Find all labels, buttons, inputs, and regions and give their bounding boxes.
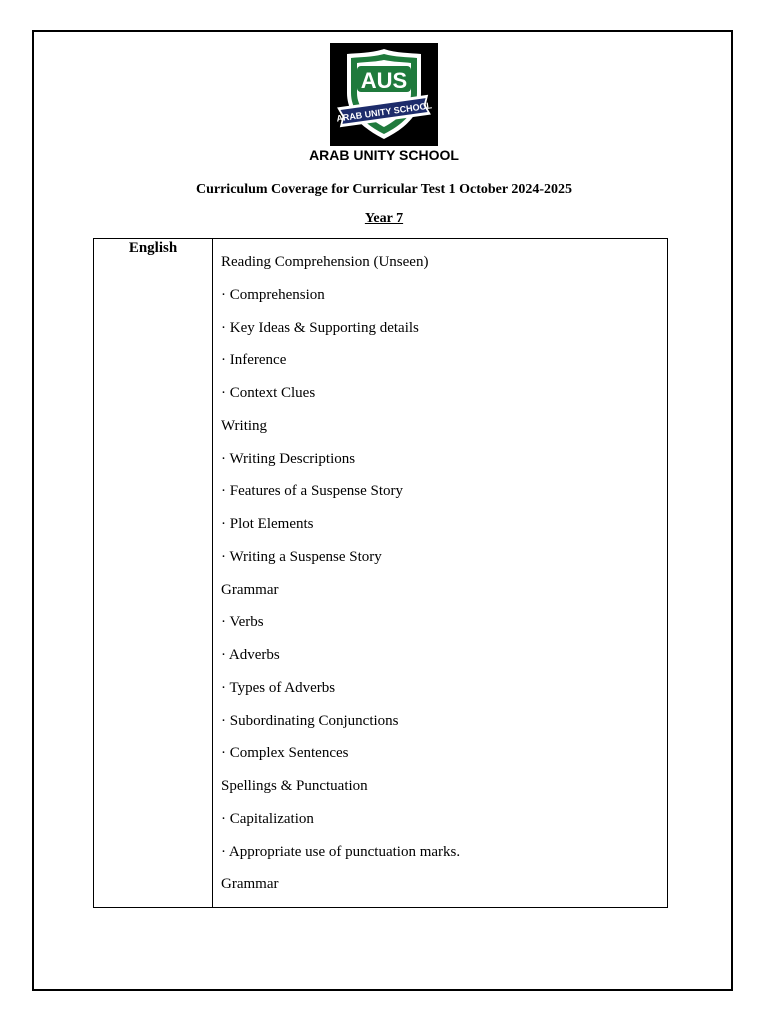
topic-item: · Verbs	[221, 614, 264, 631]
topic-item: · Complex Sentences	[221, 745, 349, 762]
topic-item: · Appropriate use of punctuation marks.	[221, 843, 461, 860]
topic-item: Grammar	[221, 876, 279, 893]
logo-banner-text: ARAB UNITY SCHOOL	[335, 100, 433, 124]
curriculum-table	[93, 238, 668, 908]
topic-item: · Types of Adverbs	[221, 679, 336, 696]
topic-item: · Features of a Suspense Story	[221, 483, 404, 500]
aus-shield-icon	[330, 43, 438, 146]
logo-initials: AUS	[360, 68, 408, 93]
topic-item: · Context Clues	[221, 385, 316, 401]
topic-item: · Subordinating Conjunctions	[221, 712, 399, 729]
topic-item: · Writing Descriptions	[221, 450, 356, 467]
subject-cell: English	[94, 239, 213, 907]
topic-item: · Capitalization	[221, 810, 314, 827]
topic-item: · Plot Elements	[221, 516, 314, 532]
school-name: ARAB UNITY SCHOOL	[309, 147, 459, 163]
topics-cell	[214, 239, 667, 907]
topic-item: Writing	[221, 417, 268, 434]
topic-item: Grammar	[221, 581, 279, 598]
school-logo	[330, 43, 438, 146]
topic-item: Spellings & Punctuation	[221, 778, 368, 794]
year-label: Year 7	[364, 211, 404, 226]
topic-item: · Comprehension	[221, 286, 325, 303]
topic-item: · Key Ideas & Supporting details	[221, 319, 419, 336]
topics-list	[221, 253, 667, 908]
document-title: Curriculum Coverage for Curricular Test 1 October 2024-2025	[195, 182, 572, 197]
topic-item: · Inference	[221, 352, 287, 369]
topic-item: Reading Comprehension (Unseen)	[221, 254, 429, 270]
topic-item: · Writing a Suspense Story	[221, 548, 382, 565]
topic-item: · Adverbs	[221, 647, 280, 663]
